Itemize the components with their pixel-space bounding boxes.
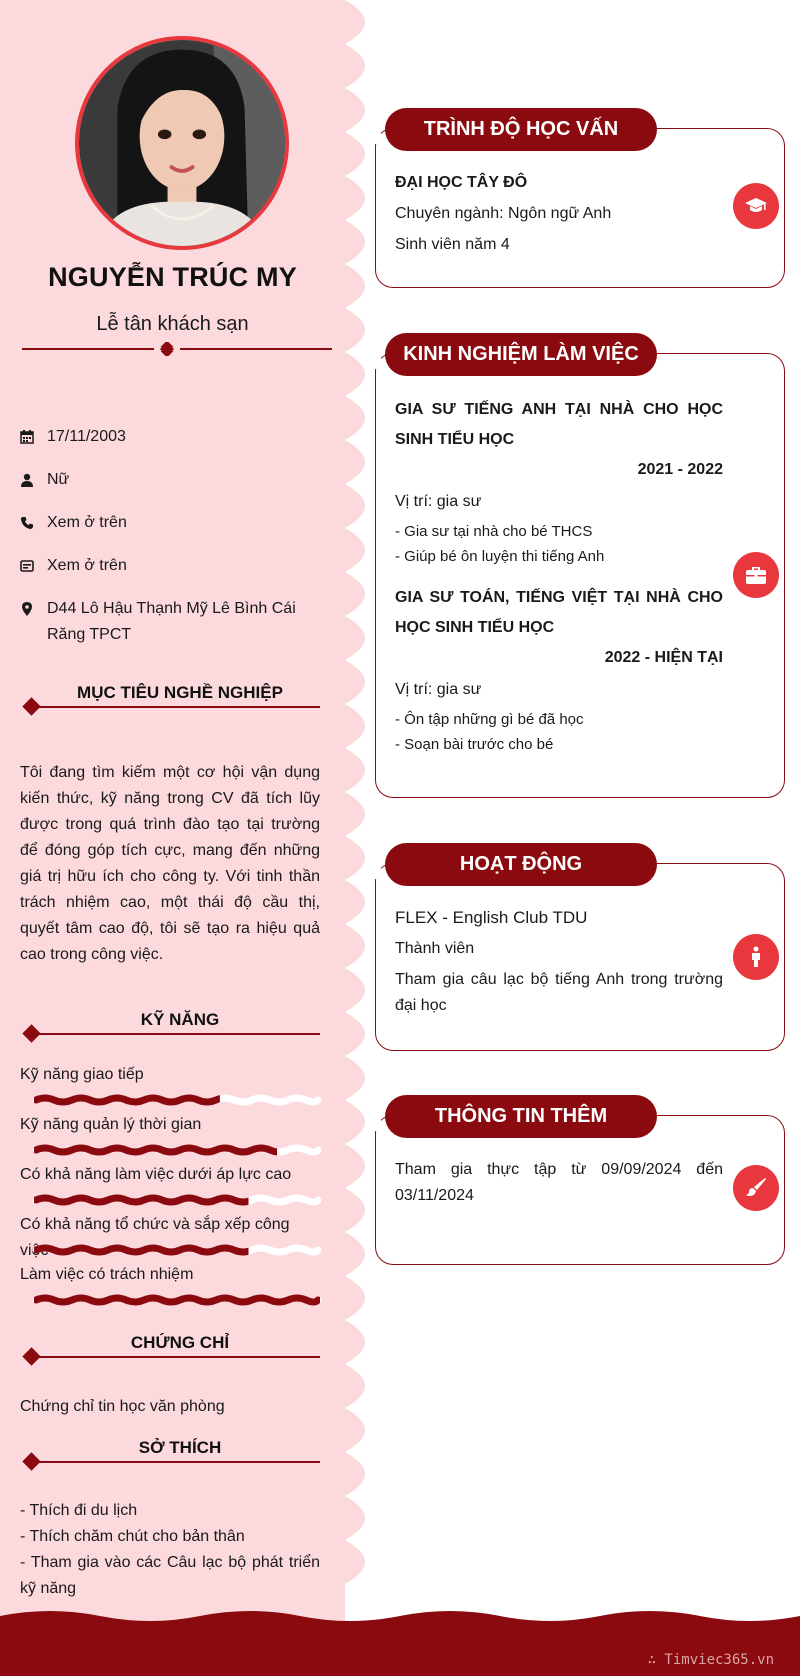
paintbrush-icon: [733, 1165, 779, 1211]
person-standing-icon: [733, 934, 779, 980]
contact-value: Nữ: [47, 471, 70, 488]
briefcase-icon: [733, 552, 779, 598]
activity-role: Thành viên: [395, 940, 475, 957]
graduation-cap-icon: [733, 183, 779, 229]
section-title: TRÌNH ĐỘ HỌC VẤN: [385, 108, 657, 151]
skill-level-bar: [34, 1142, 320, 1158]
experience-position: Vị trí: gia sư: [395, 681, 482, 698]
skill-level-bar: [34, 1092, 320, 1108]
section-title: HOẠT ĐỘNG: [385, 843, 657, 886]
skill-level-bar: [34, 1192, 320, 1208]
activities-section: [375, 843, 785, 1051]
brand-watermark: ∴ Timviec365.vn: [647, 1652, 774, 1668]
certificates-heading: [20, 1333, 320, 1363]
additional-info-section: [375, 1095, 785, 1265]
email-icon: [20, 553, 47, 579]
education-section: [375, 108, 785, 288]
experience-title: GIA SƯ TOÁN, TIẾNG VIỆT TẠI NHÀ CHO HỌC SINH TIỂU HỌC: [395, 589, 723, 636]
experience-item: [395, 395, 723, 569]
objective-text: Tôi đang tìm kiếm một cơ hội vận dụng kiến thức, kỹ năng trong CV đã tích lũy được trong quá trình đào tạo tại trường để đóng góp tích cực, mang đến những giá trị hữu ích cho công ty. Với tinh thần trách nhiệm cao, một thái độ cầu thị, quyết tâm cao độ, tôi sẽ tạo ra hiệu quả cao trong công việc.: [20, 764, 320, 963]
contact-value: Xem ở trên: [47, 557, 127, 574]
experience-period: 2022 - HIỆN TẠI: [604, 649, 723, 666]
contact-phone: [20, 510, 320, 536]
section-title: SỞ THÍCH: [138, 1438, 222, 1457]
skill-item: [20, 1212, 320, 1262]
section-title: CHỨNG CHỈ: [130, 1333, 230, 1352]
experience-duty: - Soạn bài trước cho bé: [395, 736, 554, 753]
experience-period: 2021 - 2022: [637, 461, 723, 478]
experience-section: [375, 333, 785, 798]
title-divider: [22, 342, 332, 356]
activity-org: FLEX - English Club TDU: [395, 908, 588, 927]
skill-label: Làm việc có trách nhiệm: [20, 1266, 194, 1283]
hobby-item: - Thích đi du lịch: [20, 1502, 138, 1519]
skill-label: Có khả năng tổ chức và sắp xếp công việc: [20, 1216, 290, 1259]
experience-duty: - Ôn tập những gì bé đã học: [395, 711, 584, 728]
contact-value: D44 Lô Hậu Thạnh Mỹ Lê Bình Cái Răng TPCT: [47, 600, 296, 643]
section-title: MỤC TIÊU NGHỀ NGHIỆP: [77, 683, 283, 702]
phone-icon: [20, 510, 47, 536]
person-icon: [20, 467, 47, 493]
contact-address: [20, 596, 320, 648]
additional-content: [395, 1157, 723, 1209]
candidate-name: NGUYỄN TRÚC MY: [48, 262, 297, 292]
major: Chuyên ngành: Ngôn ngữ Anh: [395, 205, 612, 222]
objective-heading: [20, 683, 320, 713]
experience-duty: - Giúp bé ôn luyện thi tiếng Anh: [395, 548, 605, 565]
avatar: [75, 36, 289, 250]
left-panel: [0, 0, 345, 1610]
skill-item: [20, 1162, 320, 1212]
school-name: ĐẠI HỌC TÂY ĐÔ: [395, 174, 528, 191]
experience-title: GIA SƯ TIẾNG ANH TẠI NHÀ CHO HỌC SINH TIỂU HỌC: [395, 401, 723, 448]
activity-description: Tham gia câu lạc bộ tiếng Anh trong trường đại học: [395, 971, 723, 1014]
experience-item: [395, 583, 723, 757]
section-title: KINH NGHIỆM LÀM VIỆC: [385, 333, 657, 376]
activities-content: [395, 905, 723, 1019]
experience-position: Vị trí: gia sư: [395, 493, 482, 510]
hobbies-list: [20, 1498, 320, 1602]
contact-birthday: [20, 424, 320, 450]
skill-label: Kỹ năng giao tiếp: [20, 1066, 144, 1083]
study-year: Sinh viên năm 4: [395, 236, 510, 253]
calendar-icon: [20, 424, 47, 450]
location-icon: [20, 596, 47, 622]
additional-text: Tham gia thực tập từ 09/09/2024 đến 03/11/2024: [395, 1161, 723, 1204]
experience-content: [395, 395, 723, 757]
contact-email: [20, 553, 320, 579]
contact-value: 17/11/2003: [47, 428, 126, 445]
skill-bar-fill: [36, 1148, 318, 1152]
education-content: [395, 170, 723, 258]
hobby-item: - Tham gia vào các Câu lạc bộ phát triển kỹ năng: [20, 1554, 320, 1597]
contact-gender: [20, 467, 320, 493]
section-title: THÔNG TIN THÊM: [385, 1095, 657, 1138]
skills-list: [20, 1062, 320, 1312]
section-title: KỸ NĂNG: [140, 1010, 220, 1029]
contact-value: Xem ở trên: [47, 514, 127, 531]
skill-label: Kỹ năng quản lý thời gian: [20, 1116, 202, 1133]
skill-bar-fill: [36, 1298, 318, 1302]
skill-level-bar: [34, 1292, 320, 1308]
skills-heading: [20, 1010, 320, 1040]
experience-duty: - Gia sư tại nhà cho bé THCS: [395, 523, 593, 540]
hobby-item: - Thích chăm chút cho bản thân: [20, 1528, 245, 1545]
avatar-photo: [79, 40, 285, 246]
skill-level-bar: [34, 1242, 320, 1258]
contact-info: [20, 424, 320, 665]
skill-label: Có khả năng làm việc dưới áp lực cao: [20, 1166, 292, 1183]
skill-item: [20, 1262, 320, 1312]
skill-item: [20, 1112, 320, 1162]
skill-item: [20, 1062, 320, 1112]
job-title: Lễ tân khách sạn: [96, 313, 249, 335]
certificate-item: Chứng chỉ tin học văn phòng: [20, 1398, 225, 1415]
hobbies-heading: [20, 1438, 320, 1468]
